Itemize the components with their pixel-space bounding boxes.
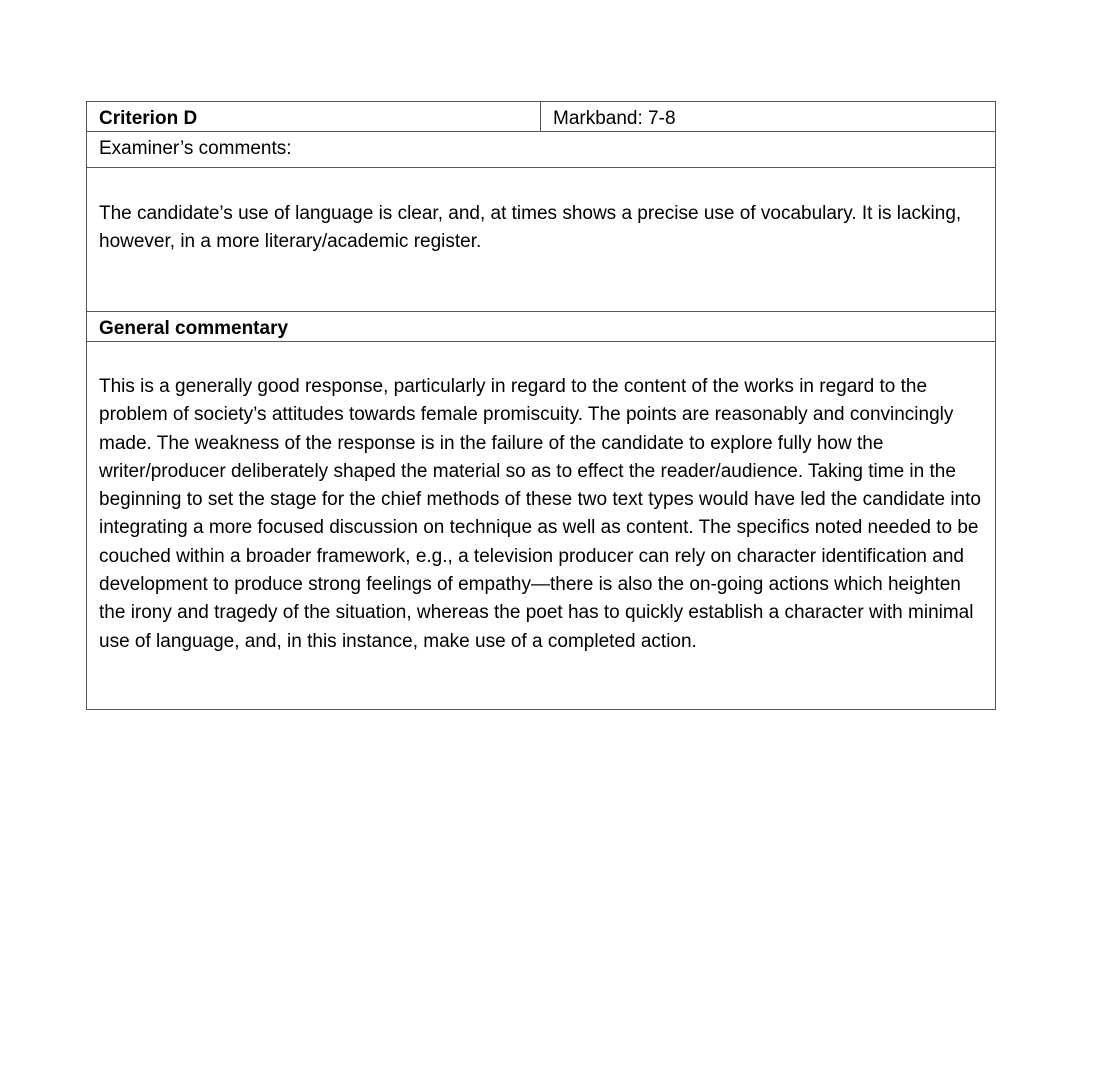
examiner-comments-text: The candidate’s use of language is clear, and, at times shows a precise use of vocabulary. It is lacking, however, in a more literary/academic register. [99, 203, 962, 253]
criterion-header-row [87, 102, 995, 132]
markband-value: Markband: 7-8 [553, 108, 676, 129]
general-commentary-text: This is a generally good response, particularly in regard to the content of the works in regard to the problem of society’s attitudes towards female promiscuity. The points are reasonably and convincingly made. The weakness of the response is in the failure of the candidate to explore fully how the writer/producer deliberately shaped the material so as to effect the reader/audience. Taking time in the beginning to set the stage for the chief methods of these two text types would have led the candidate into integrating a more focused discussion on technique as well as content. The specifics noted needed to be couched within a broader framework, e.g., a television producer can rely on character identification and development to produce strong feelings of empathy—there is also the on-going actions which heighten the irony and tragedy of the situation, whereas the poet has to quickly establish a character with minimal use of language, and, in this instance, make use of a completed action. [99, 376, 981, 652]
general-commentary-text-cell [87, 342, 995, 709]
examiner-comments-label: Examiner’s comments: [87, 132, 995, 168]
assessment-table [86, 101, 996, 710]
examiner-comments-text-cell [87, 168, 995, 312]
general-commentary-label: General commentary [87, 312, 995, 342]
criterion-title: Criterion D [87, 102, 541, 131]
